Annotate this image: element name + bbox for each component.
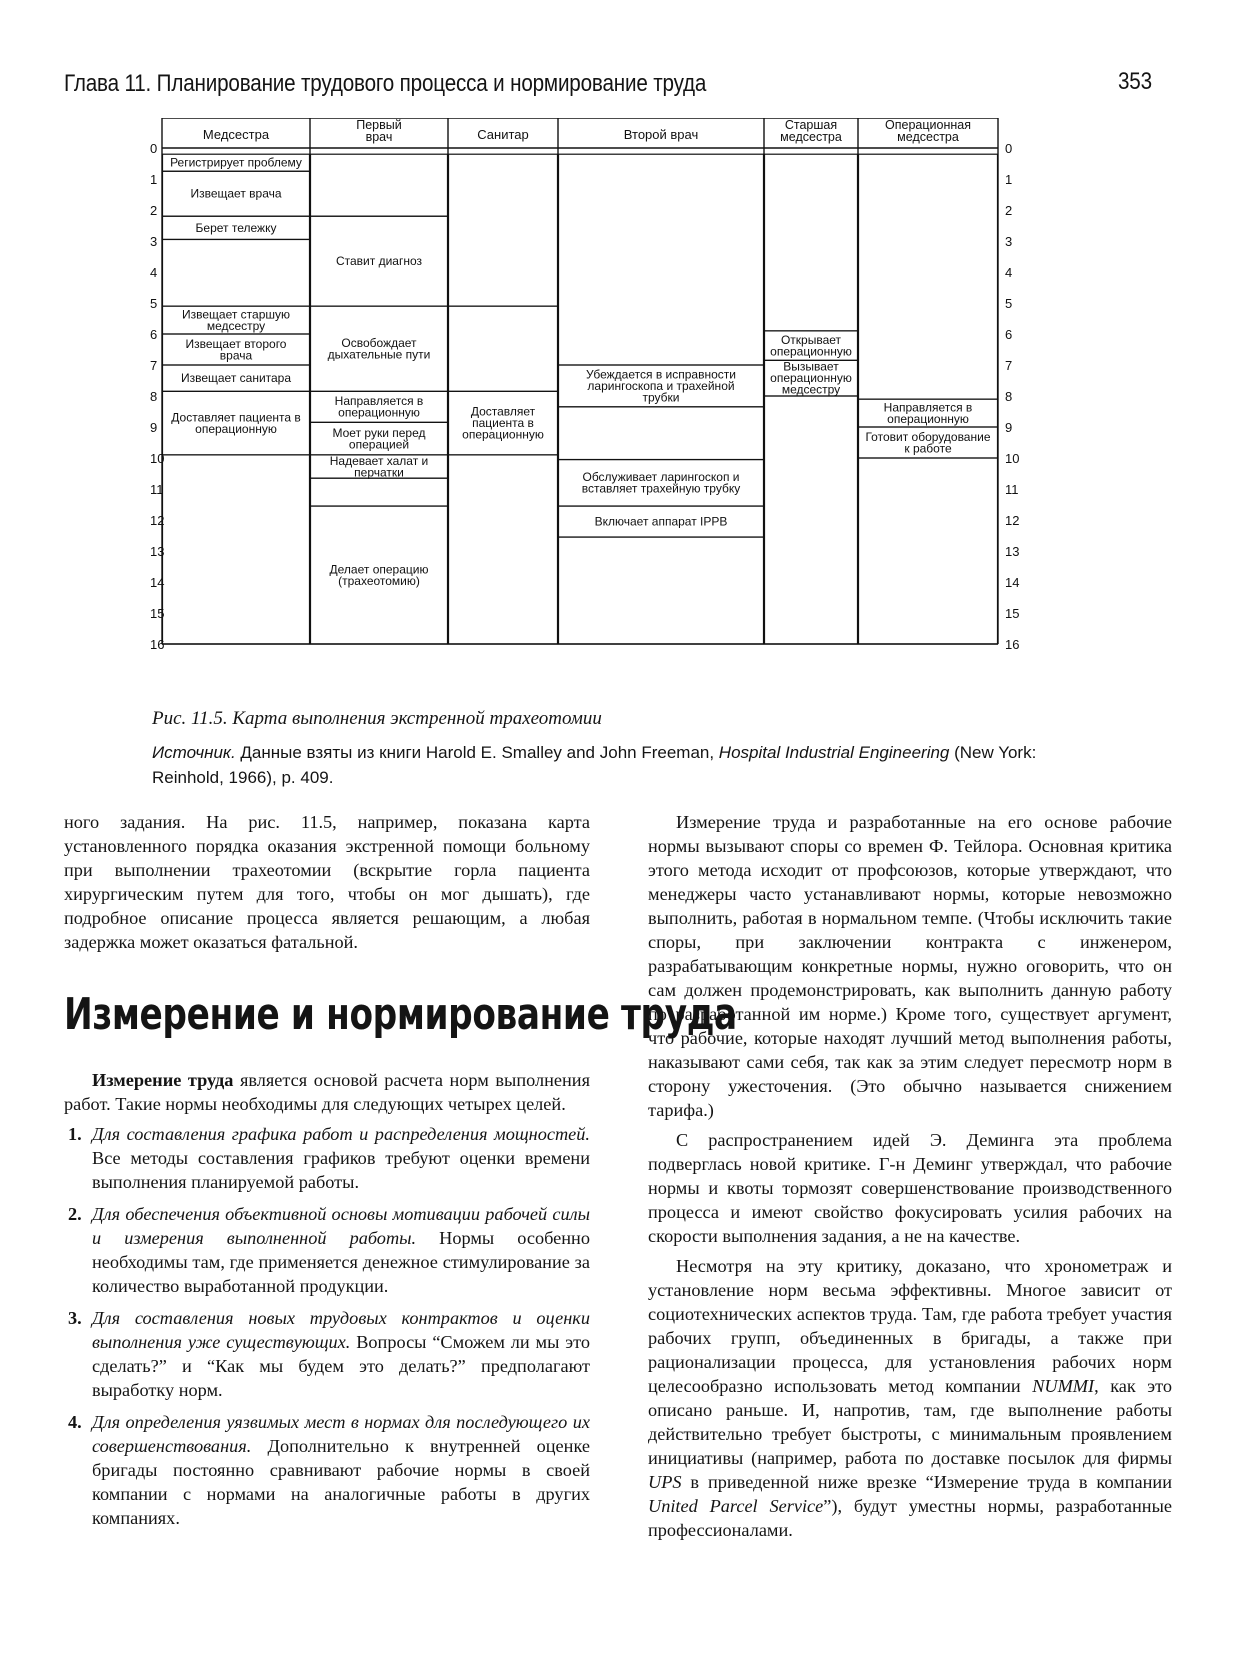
source-text: Данные взяты из книги Harold E. Smalley and John Freeman, — [235, 743, 719, 762]
list-item-text: Вопросы “Сможем ли мы это сделать?” и “Как мы будем это делать?” предполагают выработку норм. — [92, 1332, 590, 1400]
time-tick-left: 8 — [150, 389, 158, 404]
time-tick-right: 15 — [1005, 606, 1020, 621]
activity-box — [311, 478, 448, 506]
paragraph — [648, 1254, 1172, 1542]
company-name: United Parcel Service — [648, 1496, 824, 1516]
list-item-text: Нормы особенно необходимы там, где применяется денежное стимулирование за количество выработанной продукции. — [92, 1228, 590, 1296]
activity-box — [449, 306, 558, 391]
list-item — [64, 1122, 590, 1194]
activity-box — [559, 407, 764, 460]
activity-box — [163, 455, 310, 644]
list-item-text: Дополнительно к внутренней оценке бригады постоянно сравнивают рабочие нормы в своей компании с нормами на аналогичные работы в других компаниях. — [92, 1436, 590, 1528]
time-tick-right: 7 — [1005, 358, 1013, 373]
column-header: Первый — [356, 118, 402, 132]
time-tick-left: 2 — [150, 203, 158, 218]
activity-label: операционную — [338, 405, 420, 420]
activity-label: операционную — [195, 421, 277, 436]
activity-label: Включает аппарат IPPB — [594, 514, 728, 529]
time-tick-right: 11 — [1005, 482, 1019, 497]
company-name: UPS — [648, 1472, 682, 1492]
activity-box — [859, 458, 998, 644]
time-tick-right: 10 — [1005, 451, 1020, 466]
activity-label: Ставит диагноз — [335, 254, 423, 269]
time-tick-left: 9 — [150, 420, 158, 435]
time-tick-right: 8 — [1005, 389, 1013, 404]
column-header: медсестра — [897, 130, 959, 144]
activity-label: Доставляет пациента в — [171, 410, 301, 425]
time-tick-left: 11 — [150, 482, 164, 497]
time-tick-left: 4 — [150, 265, 158, 280]
list-item-title: Для определения уязвимых мест в нормах для последующего их совершенствования. — [92, 1412, 590, 1456]
goals-list — [64, 1122, 590, 1530]
section-heading: Измерение и нормирование труда — [64, 989, 737, 1040]
source-book-title: Hospital Industrial Engineering — [718, 743, 950, 762]
activity-box — [765, 154, 858, 331]
column-header: Санитар — [477, 127, 529, 142]
list-item — [64, 1306, 590, 1402]
activity-label: пациента в — [472, 416, 534, 431]
time-tick-left: 12 — [150, 513, 165, 528]
activity-label: Извещает санитара — [180, 371, 292, 386]
activity-label: медсестру — [781, 382, 841, 397]
column-header: медсестра — [780, 130, 842, 144]
activity-label: операционную — [770, 371, 852, 386]
paragraph: С распространением идей Э. Деминга эта проблема подверглась новой критике. Г-н Деминг утверждал, что рабочие нормы и квоты тормозят совершенствование производственного процесса и имеют свойство фокусировать усилия рабочих на скорости выполнения задания, а не на качестве. — [648, 1130, 1172, 1246]
activity-label: операционную — [770, 344, 852, 359]
activity-box — [311, 154, 448, 216]
time-tick-left: 10 — [150, 451, 165, 466]
page-number: 353 — [1118, 68, 1152, 95]
paragraph: Измерение труда и разработанные на его основе рабочие нормы вызывают споры со времен Ф. Тейлора. Основная критика этого метода исходит от профсоюзов, которые утверждают, что менеджеры часто устанавливают нормы, которые невозможно выполнить, работая в нормальном темпе. (Чтобы исключить такие споры, при заключении контракта с инженером, разрабатывающим конкретные нормы, нужно оговорить, что он сам должен продемонстрировать, как выполнить данную работу по разработанной им норме.) Кроме того, существует аргумент, что рабочие, которые находят лучший метод выполнения работы, наказывают сами себя, так как за этим следует пересмотр норм в сторону ужесточения. (Это обычно называется снижением тарифа.) — [648, 812, 1172, 1120]
activity-label: Надевает халат и — [329, 453, 429, 468]
activity-label: Делает операцию — [329, 562, 429, 577]
list-number: 2. — [68, 1204, 82, 1224]
activity-label: Моет руки перед — [332, 425, 426, 440]
activity-label: Вызывает — [783, 359, 839, 374]
column-header: Второй врач — [623, 127, 699, 142]
source-text-end: (New York: Reinhold, 1966), p. 409. — [152, 743, 1037, 787]
figure-source — [152, 740, 1072, 790]
activity-label: перчатки — [354, 465, 404, 480]
right-column — [648, 810, 1172, 1542]
activity-label: медсестру — [206, 318, 266, 333]
time-tick-left: 7 — [150, 358, 158, 373]
activity-label: операционную — [887, 411, 969, 426]
activity-label: (трахеотомию) — [338, 573, 420, 588]
time-tick-left: 1 — [150, 172, 158, 187]
paragraph-text: Несмотря на эту критику, доказано, что хронометраж и установление норм весьма эффективны. Многое зависит от социотехнических аспектов труда. Там, где работа требует участия рабочих групп, объединенных в бригады, а также при рационализации процесса, для установления рабочих норм целесообразно использовать метод компании — [648, 1256, 1172, 1396]
time-tick-right: 16 — [1005, 637, 1020, 652]
time-tick-right: 3 — [1005, 234, 1013, 249]
activity-box — [859, 154, 998, 399]
activity-box — [449, 154, 558, 306]
company-name: NUMMI — [1032, 1376, 1095, 1396]
activity-label: Обслуживает ларингоскоп и — [582, 470, 740, 485]
activity-box — [559, 537, 764, 644]
paragraph-text: в приведенной ниже врезке “Измерение труда в компании — [681, 1472, 1172, 1492]
time-tick-left: 16 — [150, 637, 165, 652]
list-number: 4. — [68, 1412, 82, 1432]
activity-label: Направляется в — [334, 394, 424, 409]
activity-label: вставляет трахейную трубку — [581, 481, 741, 496]
activity-label: Берет тележку — [195, 220, 277, 235]
activity-label: Регистрирует проблему — [170, 155, 302, 170]
activity-box — [559, 154, 764, 365]
activity-label: Открывает — [780, 332, 842, 347]
time-tick-right: 1 — [1005, 172, 1013, 187]
intro-paragraph: ного задания. На рис. 11.5, например, показана карта установленного порядка оказания экстренной помощи больному при выполнении трахеотомии (вскрытие горла пациента хирургическим путем для того, чтобы он мог дышать), где подробное описание процесса является решающим, а любая задержка может оказаться фатальной. — [64, 812, 590, 952]
time-tick-right: 12 — [1005, 513, 1020, 528]
time-tick-left: 0 — [150, 141, 158, 156]
activity-label: Извещает врача — [190, 186, 282, 201]
activity-label: дыхательные пути — [327, 347, 431, 362]
column-header: Медсестра — [202, 127, 270, 142]
activity-label: трубки — [642, 390, 680, 405]
time-tick-left: 13 — [150, 544, 165, 559]
time-tick-right: 0 — [1005, 141, 1013, 156]
list-number: 3. — [68, 1308, 82, 1328]
term-bold: Измерение труда — [92, 1070, 234, 1090]
time-tick-right: 6 — [1005, 327, 1013, 342]
tracheotomy-chart — [150, 118, 1080, 708]
activity-label: операцией — [348, 437, 410, 452]
list-item-title: Для обеспечения объективной основы мотивации рабочей силы и измерения выполненной работы. — [92, 1204, 590, 1248]
paragraph-text: ”), будут уместны нормы, разработанные профессионалами. — [648, 1496, 1172, 1540]
column-header: Операционная — [885, 118, 971, 132]
time-tick-right: 9 — [1005, 420, 1013, 435]
activity-label: Доставляет — [470, 404, 536, 419]
activity-label: врача — [219, 348, 253, 363]
list-item-title: Для составления графика работ и распределения мощностей. — [92, 1124, 590, 1144]
activity-box — [765, 396, 858, 644]
activity-label: Направляется в — [883, 400, 973, 415]
time-tick-right: 14 — [1005, 575, 1020, 590]
activity-label: операционную — [462, 427, 544, 442]
list-item-text: Все методы составления графиков требуют оценки времени выполнения планируемой работы. — [92, 1148, 590, 1192]
activity-label: Извещает второго — [185, 336, 287, 351]
list-item — [64, 1410, 590, 1530]
activity-box — [449, 455, 558, 644]
activity-box — [163, 239, 310, 306]
time-tick-right: 5 — [1005, 296, 1013, 311]
column-header: врач — [365, 130, 393, 144]
activity-label: Извещает старшую — [181, 307, 291, 322]
paragraph-text: , как это описано раньше. И, напротив, там, где выполнение работы действительно требует быстроты, с минимальным проявлением инициативы (например, работа по доставке посылок для фирмы — [648, 1376, 1173, 1468]
time-tick-right: 2 — [1005, 203, 1013, 218]
time-tick-right: 13 — [1005, 544, 1020, 559]
list-number: 1. — [68, 1124, 82, 1144]
section-paragraph — [64, 1068, 590, 1116]
section-paragraph-text: является основой расчета норм выполнения работ. Такие нормы необходимы для следующих четырех целей. — [64, 1070, 590, 1114]
figure-caption: Рис. 11.5. Карта выполнения экстренной трахеотомии — [152, 708, 602, 729]
activity-label: Убеждается в исправности — [586, 367, 736, 382]
activity-label: ларингоскопа и трахейной — [587, 378, 735, 393]
time-tick-left: 6 — [150, 327, 158, 342]
list-item — [64, 1202, 590, 1298]
time-tick-right: 4 — [1005, 265, 1013, 280]
running-header: Глава 11. Планирование трудового процесса и нормирование труда — [64, 70, 707, 97]
column-header: Старшая — [784, 118, 838, 132]
activity-label: к работе — [904, 441, 952, 456]
activity-label: Освобождает — [341, 335, 417, 350]
time-tick-left: 14 — [150, 575, 165, 590]
activity-label: Готовит оборудование — [865, 429, 991, 444]
source-prefix: Источник. — [152, 743, 236, 762]
time-tick-left: 5 — [150, 296, 158, 311]
list-item-title: Для составления новых трудовых контрактов и оценки выполнения уже существующих. — [92, 1308, 590, 1352]
time-tick-left: 3 — [150, 234, 158, 249]
time-tick-left: 15 — [150, 606, 165, 621]
